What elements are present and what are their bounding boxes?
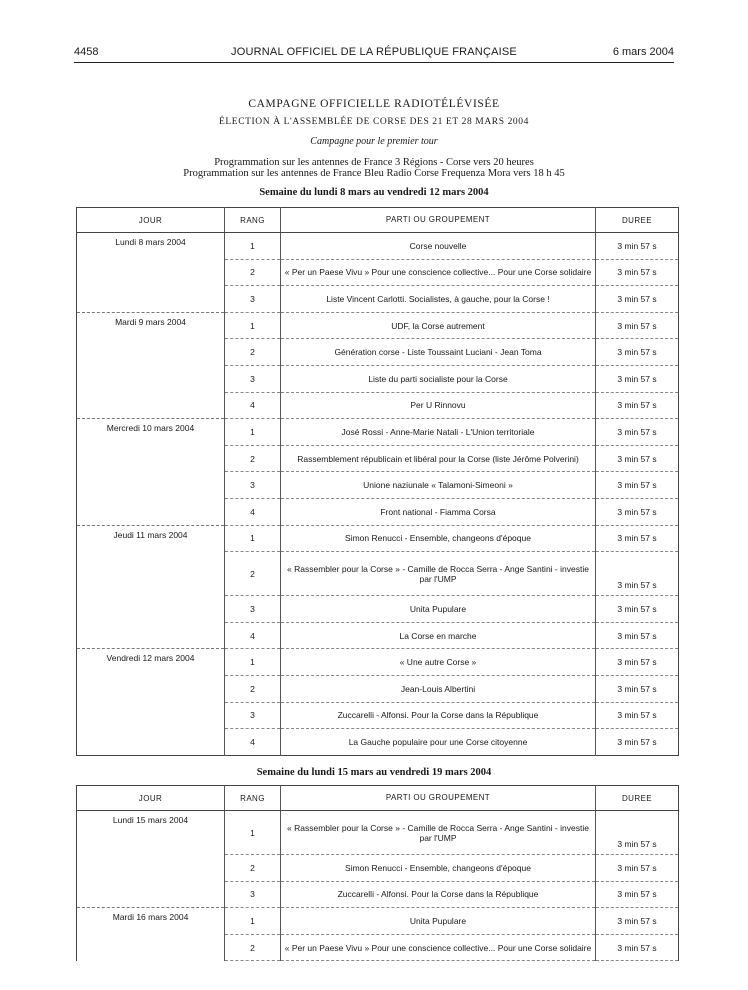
party-cell: « Une autre Corse »	[281, 649, 596, 676]
party-cell: Liste Vincent Carlotti. Socialistes, à gauche, pour la Corse !	[281, 286, 596, 313]
duration-cell: 3 min 57 s	[596, 233, 679, 260]
duration-cell: 3 min 57 s	[596, 286, 679, 313]
duration-cell: 3 min 57 s	[596, 365, 679, 392]
party-cell: Rassemblement républicain et libéral pour la Corse (liste Jérôme Polverini)	[281, 445, 596, 472]
party-cell: Unita Pupulare	[281, 596, 596, 623]
party-cell: Corse nouvelle	[281, 233, 596, 260]
party-cell: Zuccarelli - Alfonsi. Pour la Corse dans la République	[281, 881, 596, 908]
duration-cell: 3 min 57 s	[596, 392, 679, 419]
rang-cell: 2	[225, 855, 281, 882]
rang-cell: 3	[225, 596, 281, 623]
rang-cell: 3	[225, 472, 281, 499]
party-cell: Génération corse - Liste Toussaint Luciani - Jean Toma	[281, 339, 596, 366]
duration-cell: 3 min 57 s	[596, 339, 679, 366]
column-header-rang: RANG	[225, 208, 281, 233]
week-2-title: Semaine du lundi 15 mars au vendredi 19 mars 2004	[256, 767, 492, 778]
rang-cell: 4	[225, 729, 281, 756]
day-cell: Mercredi 10 mars 2004	[77, 419, 225, 525]
rang-cell: 3	[225, 286, 281, 313]
day-cell: Vendredi 12 mars 2004	[77, 649, 225, 755]
day-cell: Mardi 9 mars 2004	[77, 312, 225, 418]
party-cell: Unita Pupulare	[281, 908, 596, 935]
rang-cell: 3	[225, 702, 281, 729]
table-row	[77, 525, 679, 552]
party-cell: « Per un Paese Vivu » Pour une conscience collective... Pour une Corse solidaire	[281, 934, 596, 961]
week-2-schedule-table	[76, 785, 679, 961]
election-title: ÉLECTION À L'ASSEMBLÉE DE CORSE DES 21 ET 28 MARS 2004	[219, 117, 529, 127]
duration-cell: 3 min 57 s	[596, 445, 679, 472]
week-1-schedule-table	[76, 207, 679, 756]
table-header-row	[77, 786, 679, 811]
duration-cell: 3 min 57 s	[596, 908, 679, 935]
party-cell: Front national - Fiamma Corsa	[281, 498, 596, 525]
rang-cell: 3	[225, 365, 281, 392]
party-cell: La Corse en marche	[281, 622, 596, 649]
duration-cell: 3 min 57 s	[596, 419, 679, 446]
column-header-parti: PARTI OU GROUPEMENT	[281, 786, 596, 811]
rang-cell: 2	[225, 445, 281, 472]
party-cell: « Rassembler pour la Corse » - Camille de Rocca Serra - Ange Santini - investie par l'UMP	[281, 552, 596, 596]
rang-cell: 2	[225, 259, 281, 286]
column-header-duree: DUREE	[596, 786, 679, 811]
rang-cell: 4	[225, 498, 281, 525]
column-header-jour: JOUR	[77, 208, 225, 233]
column-header-duree: DUREE	[596, 208, 679, 233]
duration-cell: 3 min 57 s	[596, 552, 679, 596]
day-cell: Lundi 15 mars 2004	[112, 815, 189, 825]
table-row	[77, 811, 679, 855]
rang-cell: 2	[225, 934, 281, 961]
duration-cell: 3 min 57 s	[596, 702, 679, 729]
rang-cell: 1	[225, 811, 281, 855]
party-cell: « Rassembler pour la Corse » - Camille de Rocca Serra - Ange Santini - investie par l'UMP	[281, 811, 596, 855]
party-cell: Jean-Louis Albertini	[281, 675, 596, 702]
day-cell: Lundi 8 mars 2004	[115, 237, 186, 247]
duration-cell: 3 min 57 s	[596, 675, 679, 702]
round-subtitle: Campagne pour le premier tour	[310, 136, 438, 147]
party-cell: Unione naziunale « Talamoni-Simeoni »	[281, 472, 596, 499]
week-1-title: Semaine du lundi 8 mars au vendredi 12 mars 2004	[259, 187, 489, 198]
duration-cell: 3 min 57 s	[596, 649, 679, 676]
column-header-parti: PARTI OU GROUPEMENT	[281, 208, 596, 233]
party-cell: Simon Renucci - Ensemble, changeons d'époque	[281, 855, 596, 882]
party-cell: UDF, la Corse autrement	[281, 312, 596, 339]
table-row	[77, 419, 679, 446]
programming-line-tv: Programmation sur les antennes de France 3 Régions - Corse vers 20 heures	[214, 157, 534, 168]
rang-cell: 4	[225, 392, 281, 419]
duration-cell: 3 min 57 s	[596, 622, 679, 649]
table-row	[77, 233, 679, 260]
duration-cell: 3 min 57 s	[596, 881, 679, 908]
day-cell: Mardi 16 mars 2004	[77, 908, 225, 961]
duration-cell: 3 min 57 s	[596, 525, 679, 552]
table-row	[77, 312, 679, 339]
party-cell: « Per un Paese Vivu » Pour une conscience collective... Pour une Corse solidaire	[281, 259, 596, 286]
table-row	[77, 908, 679, 935]
rang-cell: 4	[225, 622, 281, 649]
duration-cell: 3 min 57 s	[596, 934, 679, 961]
rang-cell: 2	[225, 552, 281, 596]
rang-cell: 3	[225, 881, 281, 908]
rang-cell: 1	[225, 233, 281, 260]
issue-date: 6 mars 2004	[612, 46, 674, 58]
duration-cell: 3 min 57 s	[596, 855, 679, 882]
rang-cell: 2	[225, 675, 281, 702]
page-header	[74, 46, 674, 63]
party-cell: Zuccarelli - Alfonsi. Pour la Corse dans la République	[281, 702, 596, 729]
column-header-rang: RANG	[225, 786, 281, 811]
duration-cell: 3 min 57 s	[596, 596, 679, 623]
rang-cell: 1	[225, 908, 281, 935]
party-cell: La Gauche populaire pour une Corse citoyenne	[281, 729, 596, 756]
page-number: 4458	[74, 46, 99, 58]
rang-cell: 1	[225, 419, 281, 446]
column-header-jour: JOUR	[77, 786, 225, 811]
journal-title: JOURNAL OFFICIEL DE LA RÉPUBLIQUE FRANÇAISE	[231, 46, 517, 58]
duration-cell: 3 min 57 s	[596, 259, 679, 286]
party-cell: Per U Rinnovu	[281, 392, 596, 419]
rang-cell: 2	[225, 339, 281, 366]
duration-cell: 3 min 57 s	[596, 729, 679, 756]
day-cell: Jeudi 11 mars 2004	[77, 525, 225, 649]
table-row	[77, 649, 679, 676]
rang-cell: 1	[225, 525, 281, 552]
party-cell: Simon Renucci - Ensemble, changeons d'époque	[281, 525, 596, 552]
duration-cell: 3 min 57 s	[596, 312, 679, 339]
duration-cell: 3 min 57 s	[596, 472, 679, 499]
table-header-row	[77, 208, 679, 233]
rang-cell: 1	[225, 312, 281, 339]
party-cell: Liste du parti socialiste pour la Corse	[281, 365, 596, 392]
party-cell: José Rossi - Anne-Marie Natali - L'Union territoriale	[281, 419, 596, 446]
duration-cell: 3 min 57 s	[596, 811, 679, 855]
rang-cell: 1	[225, 649, 281, 676]
duration-cell: 3 min 57 s	[596, 498, 679, 525]
programming-line-radio: Programmation sur les antennes de France Bleu Radio Corse Frequenza Mora vers 18 h 45	[183, 168, 565, 179]
programming-info	[0, 157, 748, 179]
campaign-title: CAMPAGNE OFFICIELLE RADIOTÉLÉVISÉE	[248, 98, 500, 110]
